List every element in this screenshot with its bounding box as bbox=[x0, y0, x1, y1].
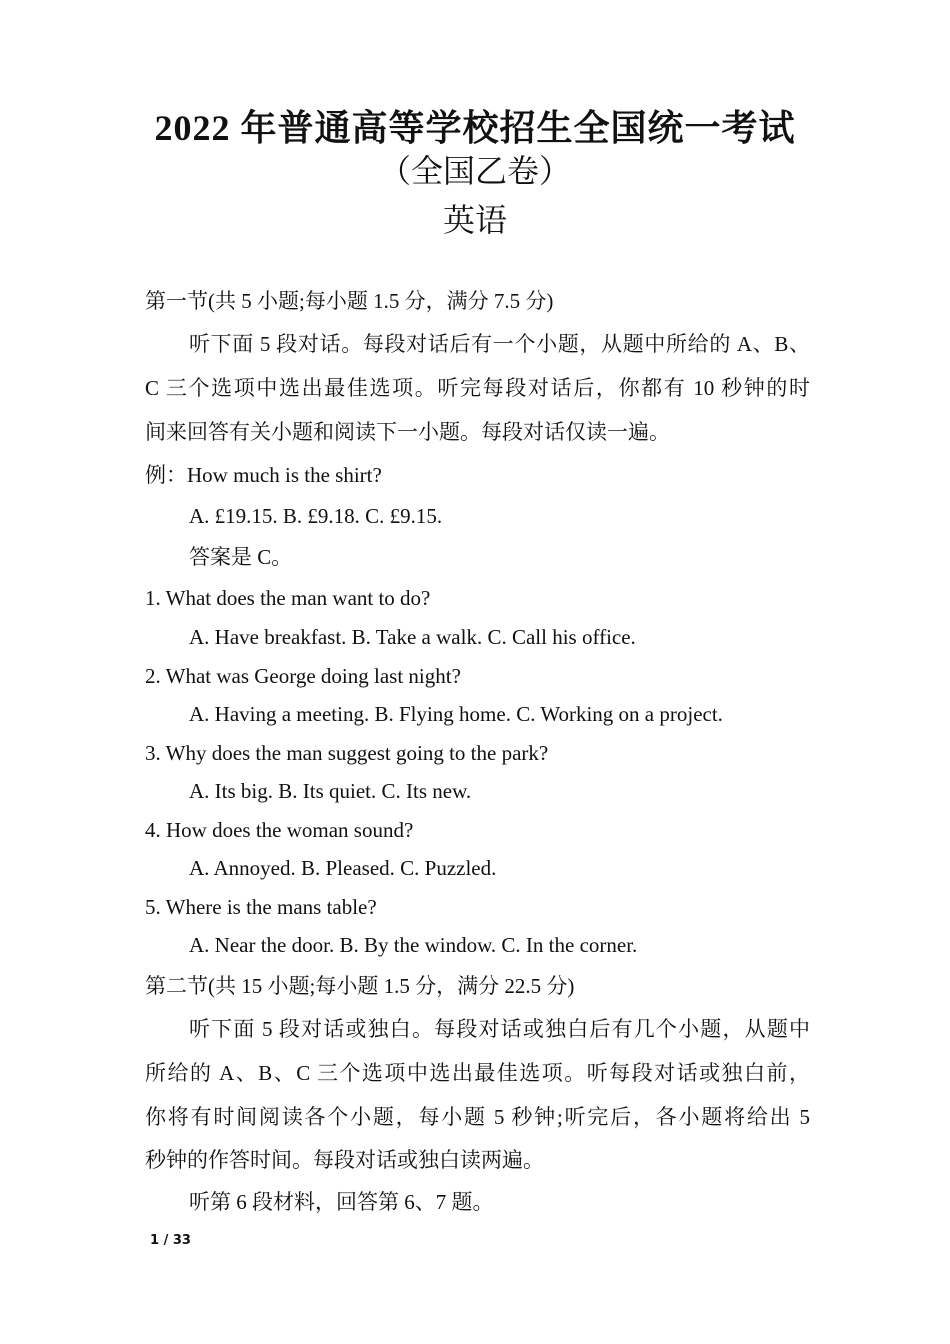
question-3: 3. Why does the man suggest going to the park? bbox=[145, 741, 549, 765]
question-4-options: A. Annoyed. B. Pleased. C. Puzzled. bbox=[189, 856, 497, 880]
section1-instruction-line: C 三个选项中选出最佳选项。听完每段对话后，你都有 10 秒钟的时 bbox=[145, 376, 810, 400]
exam-title: 2022 年普通高等学校招生全国统一考试 bbox=[154, 108, 796, 148]
example-question: 例：How much is the shirt? bbox=[145, 463, 382, 487]
example-answer: 答案是 C。 bbox=[189, 545, 293, 569]
exam-subtitle: （全国乙卷） bbox=[378, 153, 571, 189]
question-5-options: A. Near the door. B. By the window. C. In the corner. bbox=[189, 933, 638, 957]
section2-instruction-line: 秒钟的作答时间。每段对话或独白读两遍。 bbox=[145, 1148, 544, 1172]
question-1: 1. What does the man want to do? bbox=[145, 586, 431, 610]
section2-instruction-line: 所给的 A、B、C 三个选项中选出最佳选项。听每段对话或独白前， bbox=[145, 1061, 810, 1085]
section1-instruction-line: 听下面 5 段对话。每段对话后有一个小题，从题中所给的 A、B、 bbox=[189, 332, 810, 356]
question-2-options: A. Having a meeting. B. Flying home. C. Working on a project. bbox=[189, 702, 723, 726]
question-2: 2. What was George doing last night? bbox=[145, 664, 461, 688]
section1-heading: 第一节(共 5 小题;每小题 1.5 分，满分 7.5 分) bbox=[145, 289, 554, 313]
question-1-options: A. Have breakfast. B. Take a walk. C. Call his office. bbox=[189, 625, 636, 649]
exam-subject: 英语 bbox=[442, 202, 507, 238]
material-note: 听第 6 段材料，回答第 6、7 题。 bbox=[189, 1190, 494, 1214]
question-4: 4. How does the woman sound? bbox=[145, 818, 414, 842]
section2-heading: 第二节(共 15 小题;每小题 1.5 分，满分 22.5 分) bbox=[145, 974, 575, 998]
section2-instruction-line: 你将有时间阅读各个小题，每小题 5 秒钟;听完后，各小题将给出 5 bbox=[145, 1105, 810, 1129]
question-3-options: A. Its big. B. Its quiet. C. Its new. bbox=[189, 779, 472, 803]
section1-instruction-line: 间来回答有关小题和阅读下一小题。每段对话仅读一遍。 bbox=[145, 420, 670, 444]
page-number: 1 / 33 bbox=[150, 1233, 191, 1248]
example-options: A. £19.15. B. £9.18. C. £9.15. bbox=[189, 504, 443, 528]
question-5: 5. Where is the mans table? bbox=[145, 895, 377, 919]
section2-instruction-line: 听下面 5 段对话或独白。每段对话或独白后有几个小题，从题中 bbox=[189, 1017, 810, 1041]
